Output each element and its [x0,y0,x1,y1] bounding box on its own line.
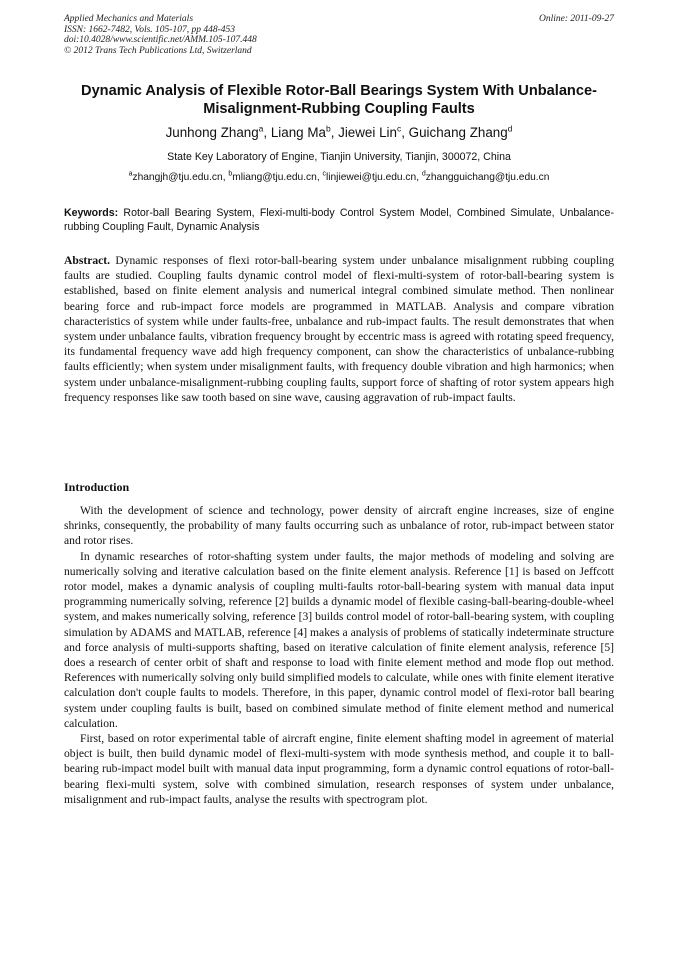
email: $^d$zhangguichang@tju.edu.cn [421,171,550,184]
paragraph: First, based on rotor experimental table of aircraft engine, finite element shafting model in agreement of material object is built, then build dynamic model of flexi-multi-system with mode synthesis method, and couple it to ball-bearing rub-impact model built with manual data input programming, form a dynamic control equations of rotor-ball-bearing flexi-multi system, solve with combined simulation, research responses of system under unbalance, misalignment and rub-impact faults, analyse the results with spectrogram plot. [64,732,614,806]
author-list [64,124,614,140]
abstract [64,253,614,405]
affiliation: State Key Laboratory of Engine, Tianjin University, Tianjin, 300072, China [167,151,511,163]
abstract-text: Dynamic responses of flexi rotor-ball-bearing system under unbalance misalignment rubbing coupling faults are studied. Coupling faults dynamic control model of flexi-multi-system of rotor-ball-bearing system is established, based on finite element analysis and numerical integral combined simulate method. Then nonlinear bearing force and rub-impact force models are programmed in MATLAB. Analysis and compare vibration characteristics of system while under faults-free, unbalance and rub-impact faults. The result demonstrates that when system under unbalance faults, vibration frequency brought by eccentric mass is agreed with rotating speed frequency, its fundamental frequency wave add high frequency component, can show the characteristics of unbalance-rubbing faults efficiently; when system under misalignment faults, with frequency double vibration and high harmonics; when system under unbalance-misalignment-rubbing coupling faults, support force of shafting of rotor system appears high frequency responses like saw tooth based on sine wave, causing aggravation of rub-impact faults. [64,254,614,404]
paper-title: Dynamic Analysis of Flexible Rotor-Ball Bearings System With Unbalance-Misalignment-Rubbing Coupling Faults [81,83,597,117]
keywords-text: Rotor-ball Bearing System, Flexi-multi-body Control System Model, Combined Simulate, Unbalance-rubbing Coupling Fault, Dynamic Analysis [64,207,614,233]
paragraph: With the development of science and technology, power density of aircraft engine increases, size of engine shrinks, consequently, the probability of many faults occurring such as unbalance of rotor, rub-impact between stator and rotor rises. [64,504,614,548]
copyright-line: © 2012 Trans Tech Publications Ltd, Switzerland [64,45,252,56]
publication-info [64,14,257,56]
paragraph: In dynamic researches of rotor-shafting system under faults, the major methods of modeling and solving are numerically solving and iterative calculation based on the finite element analysis. Reference [1] is based on Jeffcott rotor model, makes a dynamic analysis of coupling multi-faults rotor-ball-bearing system with manual data input programming numerically solving, reference [2] builds a dynamic model of flexible casing-ball-bearing-double-wheel system, and makes numerically solving, reference [3] builds control model of rotor-ball-bearing system, with coupling simulation by ADAMS and MATLAB, reference [4] makes a analysis of problems of statically indeterminate structure and force analysis of multi-supports shafting, based on iterative calculation of finite element analysis, reference [5] does a research of center orbit of shaft and response to load with finite element method and mode flop out method. References with numerically solving only build simplified models to calculate, while ones with finite element iterative calculation don't couple faults to models. Therefore, in this paper, dynamic control model of flexi-rotor ball bearing system under coupling faults is built, based on combined simulate method of finite element method and numerical calculation. [64,549,614,730]
section-heading: Introduction [64,480,130,494]
keywords [64,206,614,234]
doi-line: doi:10.4028/www.scientific.net/AMM.105-107.448 [64,35,257,46]
email: $^c$linjiewei@tju.edu.cn, [322,171,422,184]
author: Guichang Zhang$^d$ [408,124,513,141]
email-list [64,171,614,183]
author: Jiewei Lin$^c$, [338,124,409,141]
email: $^b$mliang@tju.edu.cn, [228,171,323,184]
introduction-body [64,503,614,807]
online-date: Online: 2011-09-27 [538,14,614,24]
author: Liang Ma$^b$, [270,124,339,141]
keywords-label: Keywords: [64,207,119,219]
issn-line: ISSN: 1662-7482, Vols. 105-107, pp 448-453 [64,24,235,35]
abstract-label: Abstract. [64,254,111,267]
email: $^a$zhangjh@tju.edu.cn, [128,171,229,184]
author: Junhong Zhang$^a$, [165,124,271,141]
journal-name: Applied Mechanics and Materials [64,14,194,24]
